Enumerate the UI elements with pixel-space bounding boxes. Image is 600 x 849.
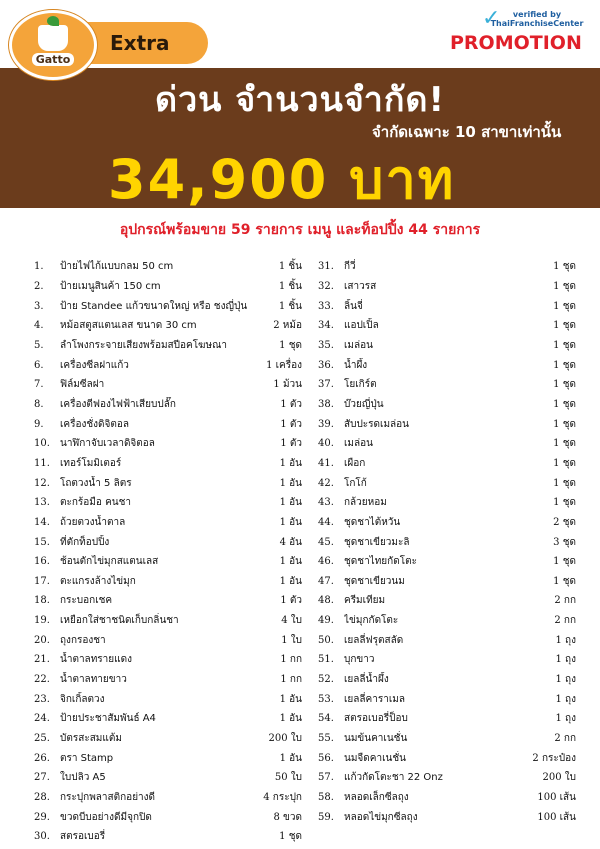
item-qty: 200 ใบ: [268, 733, 302, 745]
list-item: [34, 355, 302, 375]
item-num: 14.: [34, 516, 50, 528]
item-num: 3.: [34, 300, 44, 312]
item-name: ชุดชาเขียวมะลิ: [344, 536, 410, 548]
list-item: [318, 709, 576, 729]
item-num: 15.: [34, 536, 50, 548]
list-item: [318, 807, 576, 827]
plant-pot-icon: [38, 25, 68, 51]
item-qty: 1 กก: [280, 674, 302, 686]
item-qty: 1 ถุง: [555, 693, 576, 705]
item-num: 29.: [34, 811, 50, 823]
item-qty: 1 ชุด: [553, 379, 576, 391]
item-num: 22.: [34, 674, 50, 686]
item-name: ฟิล์มซีลฝา: [60, 379, 105, 391]
item-name: เยลลี่น้ำผึ้ง: [344, 674, 389, 686]
item-qty: 100 เส้น: [537, 792, 576, 804]
item-qty: 1 อัน: [279, 457, 302, 469]
headline: ด่วน จำนวนจำกัด!: [154, 80, 446, 120]
item-name: เมล่อน: [344, 438, 373, 450]
list-item: [34, 630, 302, 650]
item-name: หลอดไข่มุกซีลถุง: [344, 811, 418, 823]
item-qty: 4 อัน: [279, 536, 302, 548]
list-item: [318, 650, 576, 670]
item-name: ขวดบีบอย่างดีมีจุกปิด: [60, 811, 152, 823]
list-item: [34, 611, 302, 631]
list-item: [34, 768, 302, 788]
item-qty: 1 ชุด: [553, 280, 576, 292]
item-num: 31.: [318, 261, 334, 273]
item-num: 38.: [318, 398, 334, 410]
item-name: กีวี่: [344, 261, 356, 273]
list-item: [34, 572, 302, 592]
item-num: 4.: [34, 320, 44, 332]
item-name: นมข้นคาเนชั่น: [344, 733, 408, 745]
item-name: เทอร์โมมิเตอร์: [60, 457, 122, 469]
item-name: ป้ายประชาสัมพันธ์ A4: [60, 713, 156, 725]
item-num: 24.: [34, 713, 50, 725]
item-qty: 1 ตัว: [280, 398, 302, 410]
item-num: 26.: [34, 752, 50, 764]
list-item: [318, 375, 576, 395]
item-num: 39.: [318, 418, 334, 430]
list-item: [34, 650, 302, 670]
verified-line2: ThaiFranchiseCenter: [490, 19, 584, 28]
item-num: 54.: [318, 713, 334, 725]
item-num: 27.: [34, 772, 50, 784]
list-item: [318, 670, 576, 690]
item-num: 58.: [318, 792, 334, 804]
item-name: ใบปลิว A5: [60, 772, 106, 784]
item-qty: 2 กระป๋อง: [532, 752, 576, 764]
item-name: ป้ายไฟไก้แบบกลม 50 cm: [60, 261, 174, 273]
list-item: [34, 414, 302, 434]
item-num: 45.: [318, 536, 334, 548]
item-name: ลิ้นจี่: [344, 300, 363, 312]
item-num: 57.: [318, 772, 334, 784]
list-item: [34, 729, 302, 749]
item-qty: 1 ชุด: [279, 831, 302, 843]
item-qty: 4 กระปุก: [263, 792, 302, 804]
item-num: 34.: [318, 320, 334, 332]
item-name: ตะแกรงล้างไข่มุก: [60, 575, 136, 587]
item-num: 51.: [318, 654, 334, 666]
list-item: [34, 552, 302, 572]
list-item: [34, 395, 302, 415]
item-num: 56.: [318, 752, 334, 764]
list-item: [34, 709, 302, 729]
item-qty: 1 อัน: [279, 693, 302, 705]
list-item: [318, 414, 576, 434]
list-item: [34, 748, 302, 768]
item-qty: 1 ชุด: [553, 418, 576, 430]
price: 34,900 บาท: [108, 148, 456, 211]
list-item: [34, 807, 302, 827]
item-name: เผือก: [344, 457, 366, 469]
item-num: 8.: [34, 398, 44, 410]
checkmark-icon: ✓: [482, 6, 501, 31]
item-name: เหยือกใส่ชาชนิดเก็บกลิ่นชา: [60, 615, 179, 627]
item-qty: 1 ถุง: [555, 654, 576, 666]
item-name: ชุดชาไทยกัดโตะ: [344, 556, 417, 568]
item-qty: 200 ใบ: [542, 772, 576, 784]
list-item: [34, 296, 302, 316]
item-name: หลอดเล็กซีลถุง: [344, 792, 409, 804]
item-qty: 1 ถุง: [555, 634, 576, 646]
item-num: 20.: [34, 634, 50, 646]
item-qty: 1 อัน: [279, 556, 302, 568]
list-item: [34, 827, 302, 847]
item-num: 44.: [318, 516, 334, 528]
item-qty: 1 อัน: [279, 497, 302, 509]
item-name: ป้ายเมนูสินค้า 150 cm: [60, 280, 161, 292]
header: [0, 0, 600, 68]
item-num: 7.: [34, 379, 44, 391]
item-num: 46.: [318, 556, 334, 568]
item-name: แอปเปิ้ล: [344, 320, 379, 332]
item-num: 28.: [34, 792, 50, 804]
list-item: [318, 729, 576, 749]
item-name: กระปุกพลาสติกอย่างดี: [60, 792, 156, 804]
list-item: [34, 434, 302, 454]
item-qty: 1 ชุด: [553, 556, 576, 568]
item-num: 49.: [318, 615, 334, 627]
item-name: หม้อสตูสแตนเลส ขนาด 30 cm: [60, 320, 197, 332]
item-num: 30.: [34, 831, 50, 843]
list-item: [318, 434, 576, 454]
list-item: [318, 532, 576, 552]
item-qty: 1 ชุด: [553, 497, 576, 509]
item-name: เครื่องตีฟองไฟฟ้าเสียบปลั๊ก: [60, 398, 176, 410]
list-item: [318, 277, 576, 297]
item-num: 10.: [34, 438, 50, 450]
item-name: เยลลี่คาราเมล: [344, 693, 405, 705]
item-qty: 1 ชุด: [553, 438, 576, 450]
item-name: โถตวงน้ำ 5 ลิตร: [60, 477, 132, 489]
list-item: [318, 591, 576, 611]
item-num: 41.: [318, 457, 334, 469]
item-qty: 2 กก: [554, 733, 576, 745]
item-name: ลำโพงกระจายเสียงพร้อมสปีอคโฆษณา: [60, 339, 227, 351]
item-qty: 1 กก: [280, 654, 302, 666]
item-name: เสาวรส: [344, 280, 377, 292]
item-num: 35.: [318, 339, 334, 351]
equipment-list-right: [318, 257, 576, 827]
item-name: นาฬิกาจับเวลาดิจิตอล: [60, 438, 155, 450]
item-name: สตรอเบอรี่: [60, 831, 106, 843]
item-num: 6.: [34, 359, 44, 371]
item-qty: 1 ชุด: [553, 477, 576, 489]
list-item: [318, 296, 576, 316]
list-item: [34, 454, 302, 474]
item-name: ป้าย Standee แก้วขนาดใหญ่ หรือ ชงญี่ปุ่น: [60, 300, 248, 312]
item-name: จิกเกิ้ลตวง: [60, 693, 105, 705]
item-name: กระบอกเชค: [60, 595, 113, 607]
item-qty: 2 กก: [554, 615, 576, 627]
promo-banner: [0, 68, 600, 211]
item-num: 5.: [34, 339, 44, 351]
list-item: [34, 375, 302, 395]
item-num: 36.: [318, 359, 334, 371]
item-num: 59.: [318, 811, 334, 823]
list-item: [318, 395, 576, 415]
extra-badge-label: Extra: [110, 31, 170, 55]
item-num: 43.: [318, 497, 334, 509]
item-name: ชุดชาเขียวนม: [344, 575, 405, 587]
item-name: ไข่มุกกัดโตะ: [344, 615, 399, 627]
list-item: [34, 336, 302, 356]
item-num: 18.: [34, 595, 50, 607]
promotion-label: PROMOTION: [450, 32, 582, 54]
item-qty: 3 ชุด: [553, 536, 576, 548]
item-qty: 1 ชุด: [553, 575, 576, 587]
item-name: น้ำตาลทายขาว: [60, 674, 127, 686]
item-name: โยเกิร์ต: [344, 379, 377, 391]
item-qty: 1 ม้วน: [273, 379, 302, 391]
item-qty: 1 ชุด: [553, 339, 576, 351]
verified-text: [482, 10, 592, 28]
item-qty: 1 ชิ้น: [278, 261, 302, 273]
item-qty: 1 ถุง: [555, 674, 576, 686]
item-name: ครีมเทียม: [344, 595, 386, 607]
item-num: 37.: [318, 379, 334, 391]
list-item: [318, 493, 576, 513]
item-num: 23.: [34, 693, 50, 705]
item-num: 47.: [318, 575, 334, 587]
subtitle: อุปกรณ์พร้อมขาย 59 รายการ เมนู และท็อปปิ้ง 44 รายการ: [119, 222, 481, 238]
list-item: [34, 493, 302, 513]
item-qty: 1 อัน: [279, 477, 302, 489]
item-name: บัตรสะสมแต้ม: [60, 733, 122, 745]
item-qty: 50 ใบ: [274, 772, 302, 784]
gatto-logo: [9, 10, 97, 80]
item-name: สตรอเบอรี่ป็อบ: [344, 713, 408, 725]
list-item: [318, 572, 576, 592]
list-item: [34, 277, 302, 297]
list-item: [318, 689, 576, 709]
item-name: เยลลี่ฟรุตสลัด: [344, 634, 404, 646]
list-item: [318, 336, 576, 356]
branch-limit: จำกัดเฉพาะ 10 สาขาเท่านั้น: [372, 123, 562, 141]
item-qty: 1 ชุด: [553, 457, 576, 469]
item-qty: 1 เครื่อง: [266, 359, 302, 371]
item-qty: 1 ตัว: [280, 595, 302, 607]
item-name: เครื่องซีลฝาแก้ว: [60, 359, 129, 371]
item-name: แก้วกัดโตะชา 22 Onz: [344, 772, 443, 784]
item-name: บุกขาว: [344, 654, 375, 666]
list-item: [318, 513, 576, 533]
list-item: [34, 513, 302, 533]
item-name: กล้วยหอม: [344, 497, 387, 509]
item-name: เครื่องชั่งดิจิตอล: [60, 418, 130, 430]
verified-line1: verified by: [512, 10, 562, 19]
item-num: 40.: [318, 438, 334, 450]
list-item: [34, 788, 302, 808]
item-name: ตรา Stamp: [60, 752, 114, 764]
equipment-list-left: [34, 257, 302, 847]
item-qty: 1 ใบ: [281, 634, 302, 646]
item-qty: 1 ชุด: [553, 359, 576, 371]
list-item: [34, 473, 302, 493]
item-num: 9.: [34, 418, 44, 430]
item-name: เมล่อน: [344, 339, 373, 351]
item-qty: 1 ชุด: [279, 339, 302, 351]
item-name: ถ้วยตวงน้ำตาล: [60, 516, 126, 528]
item-qty: 2 กก: [554, 595, 576, 607]
item-name: ชุดชาไต้หวัน: [344, 516, 401, 528]
item-qty: 1 อัน: [279, 575, 302, 587]
item-name: นมจืดคาเนชั่น: [344, 752, 406, 764]
list-item: [318, 748, 576, 768]
item-num: 52.: [318, 674, 334, 686]
item-num: 53.: [318, 693, 334, 705]
item-num: 2.: [34, 280, 44, 292]
item-qty: 1 ชุด: [553, 300, 576, 312]
item-num: 42.: [318, 477, 334, 489]
item-qty: 1 อัน: [279, 752, 302, 764]
item-num: 12.: [34, 477, 50, 489]
list-item: [34, 670, 302, 690]
list-item: [34, 689, 302, 709]
item-num: 17.: [34, 575, 50, 587]
item-name: ถุงกรองชา: [60, 634, 106, 646]
item-name: ตะกร้อมือ คนชา: [60, 497, 132, 509]
item-qty: 1 อัน: [279, 516, 302, 528]
item-num: 13.: [34, 497, 50, 509]
item-num: 48.: [318, 595, 334, 607]
item-num: 55.: [318, 733, 334, 745]
item-qty: 1 ตัว: [280, 418, 302, 430]
item-qty: 4 ใบ: [281, 615, 302, 627]
list-item: [34, 532, 302, 552]
list-item: [318, 630, 576, 650]
item-num: 16.: [34, 556, 50, 568]
item-qty: 1 ถุง: [555, 713, 576, 725]
list-item: [318, 454, 576, 474]
item-num: 19.: [34, 615, 50, 627]
list-item: [318, 257, 576, 277]
item-num: 32.: [318, 280, 334, 292]
item-qty: 1 ตัว: [280, 438, 302, 450]
list-item: [318, 355, 576, 375]
list-item: [34, 591, 302, 611]
item-qty: 8 ขวด: [273, 811, 302, 823]
item-name: น้ำผึ้ง: [344, 359, 368, 371]
item-name: บ๊วยญี่ปุ่น: [344, 398, 384, 410]
list-item: [318, 611, 576, 631]
item-qty: 1 ชิ้น: [278, 300, 302, 312]
item-num: 1.: [34, 261, 44, 273]
item-name: ที่ตักท็อปปิ้ง: [60, 536, 110, 548]
item-num: 21.: [34, 654, 50, 666]
item-num: 33.: [318, 300, 334, 312]
list-item: [318, 552, 576, 572]
item-name: น้ำตาลทรายแดง: [60, 654, 132, 666]
item-qty: 2 ชุด: [553, 516, 576, 528]
item-qty: 100 เส้น: [537, 811, 576, 823]
item-num: 50.: [318, 634, 334, 646]
item-qty: 1 ชุด: [553, 261, 576, 273]
list-item: [34, 316, 302, 336]
item-qty: 1 ชุด: [553, 398, 576, 410]
item-qty: 1 ชิ้น: [278, 280, 302, 292]
item-name: สับปะรดเมล่อน: [344, 418, 410, 430]
item-qty: 2 หม้อ: [273, 320, 302, 332]
item-name: ช้อนตักไข่มุกสแตนเลส: [60, 556, 159, 568]
list-item: [34, 257, 302, 277]
item-qty: 1 อัน: [279, 713, 302, 725]
item-name: โกโก้: [344, 477, 367, 489]
brand-name: Gatto: [32, 53, 75, 66]
item-num: 11.: [34, 457, 50, 469]
list-item: [318, 788, 576, 808]
item-num: 25.: [34, 733, 50, 745]
list-item: [318, 768, 576, 788]
list-item: [318, 473, 576, 493]
item-qty: 1 ชุด: [553, 320, 576, 332]
list-item: [318, 316, 576, 336]
